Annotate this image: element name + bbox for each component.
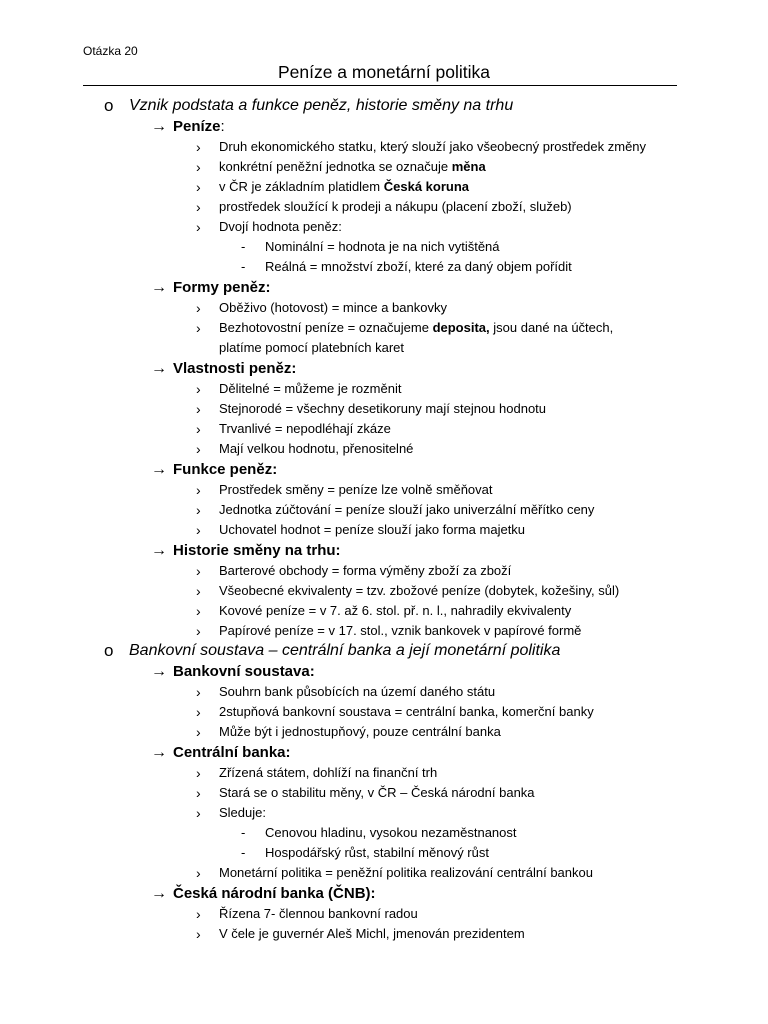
chevron-right-icon: › — [196, 381, 201, 397]
arrow-icon: → — [151, 885, 167, 902]
list-item — [0, 520, 768, 540]
chevron-right-icon: › — [196, 219, 201, 235]
chevron-right-icon: › — [196, 906, 201, 922]
item-text: Zřízená státem, dohlíží na finanční trh — [219, 765, 438, 780]
arrow-icon: → — [151, 744, 167, 761]
item-text: Souhrn bank působících na území daného státu — [219, 684, 496, 699]
subsection-heading — [0, 116, 768, 137]
chevron-right-icon: › — [196, 421, 201, 437]
arrow-icon: → — [151, 461, 167, 478]
item-text: 2stupňová bankovní soustava = centrální banka, komerční banky — [219, 704, 594, 719]
item-text: Dělitelné = můžeme je rozměnit — [219, 381, 402, 396]
title-underline — [83, 85, 677, 86]
item-text: Jednotka zúčtování = peníze slouží jako univerzální měřítko ceny — [219, 502, 595, 517]
section-title: Vznik podstata a funkce peněz, historie směny na trhu — [129, 97, 514, 114]
list-item — [0, 298, 768, 318]
subsection-heading — [0, 459, 768, 480]
subsection-title: Historie směny na trhu: — [173, 542, 341, 559]
item-text: v ČR je základním platidlem Česká koruna — [219, 179, 469, 194]
chevron-right-icon: › — [196, 704, 201, 720]
item-text: Řízena 7- člennou bankovní radou — [219, 906, 418, 921]
list-item — [0, 722, 768, 742]
subsection-heading — [0, 883, 768, 904]
item-text: Mají velkou hodnotu, přenositelné — [219, 441, 414, 456]
list-item — [0, 217, 768, 237]
list-item — [0, 763, 768, 783]
chevron-right-icon: › — [196, 401, 201, 417]
item-text: Trvanlivé = nepodléhají zkáze — [219, 421, 391, 436]
bold-term: deposita, — [432, 320, 490, 335]
item-text: Stará se o stabilitu měny, v ČR – Česká národní banka — [219, 785, 535, 800]
chevron-right-icon: › — [196, 765, 201, 781]
subsection-title: Centrální banka: — [173, 744, 291, 761]
list-item — [0, 257, 768, 277]
arrow-icon: → — [151, 663, 167, 680]
list-item — [0, 601, 768, 621]
chevron-right-icon: › — [196, 320, 201, 336]
item-text: Všeobecné ekvivalenty = tzv. zbožové peníze (dobytek, kožešiny, sůl) — [219, 583, 620, 598]
question-label: Otázka 20 — [83, 44, 138, 58]
bold-term: Česká koruna — [383, 179, 469, 194]
subsection-heading — [0, 540, 768, 561]
item-text: platíme pomocí platebních karet — [219, 340, 404, 355]
list-item — [0, 137, 768, 157]
chevron-right-icon: › — [196, 926, 201, 942]
item-text: prostředek sloužící k prodeji a nákupu (placení zboží, služeb) — [219, 199, 572, 214]
list-item — [0, 823, 768, 843]
subsection-title: Bankovní soustava: — [173, 663, 315, 680]
chevron-right-icon: › — [196, 522, 201, 538]
subsection-title: Funkce peněz: — [173, 461, 278, 478]
list-item — [0, 439, 768, 459]
subsection-title: Formy peněz: — [173, 279, 271, 296]
subsection-heading — [0, 742, 768, 763]
chevron-right-icon: › — [196, 603, 201, 619]
item-text: Prostředek směny = peníze lze volně směňovat — [219, 482, 493, 497]
item-text: Papírové peníze = v 17. stol., vznik bankovek v papírové formě — [219, 623, 582, 638]
page-title: Peníze a monetární politika — [277, 62, 491, 82]
outline-content — [0, 96, 768, 944]
section-heading — [0, 641, 768, 661]
dash-icon: - — [241, 259, 246, 274]
chevron-right-icon: › — [196, 724, 201, 740]
subsection-title: Peníze: — [173, 118, 225, 135]
list-item — [0, 682, 768, 702]
list-item — [0, 480, 768, 500]
chevron-right-icon: › — [196, 865, 201, 881]
item-text: Hospodářský růst, stabilní měnový růst — [265, 845, 489, 860]
dash-icon: - — [241, 845, 246, 860]
item-text: Sleduje: — [219, 805, 266, 820]
bold-term: měna — [451, 159, 486, 174]
item-text: Bezhotovostní peníze = označujeme deposita, jsou dané na účtech, — [219, 320, 614, 335]
item-text: Oběživo (hotovost) = mince a bankovky — [219, 300, 447, 315]
subsection-heading — [0, 358, 768, 379]
list-item — [0, 924, 768, 944]
chevron-right-icon: › — [196, 502, 201, 518]
dash-icon: - — [241, 239, 246, 254]
chevron-right-icon: › — [196, 199, 201, 215]
item-text: Reálná = množství zboží, které za daný objem pořídit — [265, 259, 572, 274]
item-text: Monetární politika = peněžní politika realizování centrální bankou — [219, 865, 593, 880]
section-heading — [0, 96, 768, 116]
dash-icon: - — [241, 825, 246, 840]
arrow-icon: → — [151, 360, 167, 377]
subsection-title: Vlastnosti peněz: — [173, 360, 297, 377]
subsection-heading — [0, 277, 768, 298]
chevron-right-icon: › — [196, 441, 201, 457]
list-item — [0, 379, 768, 399]
arrow-icon: → — [151, 118, 167, 135]
item-text: Může být i jednostupňový, pouze centrální banka — [219, 724, 501, 739]
section-title: Bankovní soustava – centrální banka a její monetární politika — [129, 642, 561, 659]
heading-colon: : — [220, 118, 225, 135]
item-text: Uchovatel hodnot = peníze slouží jako forma majetku — [219, 522, 526, 537]
list-item — [0, 318, 768, 338]
chevron-right-icon: › — [196, 159, 201, 175]
list-item — [0, 904, 768, 924]
subsection-heading — [0, 661, 768, 682]
list-item — [0, 419, 768, 439]
list-item — [0, 197, 768, 217]
arrow-icon: → — [151, 279, 167, 296]
subsection-title: Česká národní banka (ČNB): — [173, 885, 376, 902]
section-bullet-icon: o — [104, 641, 114, 660]
item-text: Barterové obchody = forma výměny zboží za zboží — [219, 563, 512, 578]
list-item — [0, 561, 768, 581]
list-item — [0, 581, 768, 601]
chevron-right-icon: › — [196, 139, 201, 155]
list-item — [0, 863, 768, 883]
list-item — [0, 621, 768, 641]
list-item — [0, 338, 768, 358]
list-item — [0, 399, 768, 419]
item-text: V čele je guvernér Aleš Michl, jmenován prezidentem — [219, 926, 525, 941]
list-item — [0, 702, 768, 722]
list-item — [0, 177, 768, 197]
list-item — [0, 783, 768, 803]
arrow-icon: → — [151, 542, 167, 559]
item-text: Cenovou hladinu, vysokou nezaměstnanost — [265, 825, 517, 840]
item-text: konkrétní peněžní jednotka se označuje měna — [219, 159, 486, 174]
chevron-right-icon: › — [196, 805, 201, 821]
item-text: Kovové peníze = v 7. až 6. stol. př. n. l., nahradily ekvivalenty — [219, 603, 572, 618]
chevron-right-icon: › — [196, 684, 201, 700]
list-item — [0, 237, 768, 257]
chevron-right-icon: › — [196, 563, 201, 579]
list-item — [0, 500, 768, 520]
list-item — [0, 803, 768, 823]
chevron-right-icon: › — [196, 179, 201, 195]
item-text: Nominální = hodnota je na nich vytištěná — [265, 239, 500, 254]
section-bullet-icon: o — [104, 96, 114, 115]
chevron-right-icon: › — [196, 583, 201, 599]
list-item — [0, 843, 768, 863]
chevron-right-icon: › — [196, 623, 201, 639]
chevron-right-icon: › — [196, 482, 201, 498]
item-text: Druh ekonomického statku, který slouží jako všeobecný prostředek změny — [219, 139, 647, 154]
item-text: Stejnorodé = všechny desetikoruny mají stejnou hodnotu — [219, 401, 547, 416]
chevron-right-icon: › — [196, 300, 201, 316]
list-item — [0, 157, 768, 177]
chevron-right-icon: › — [196, 785, 201, 801]
item-text: Dvojí hodnota peněz: — [219, 219, 342, 234]
